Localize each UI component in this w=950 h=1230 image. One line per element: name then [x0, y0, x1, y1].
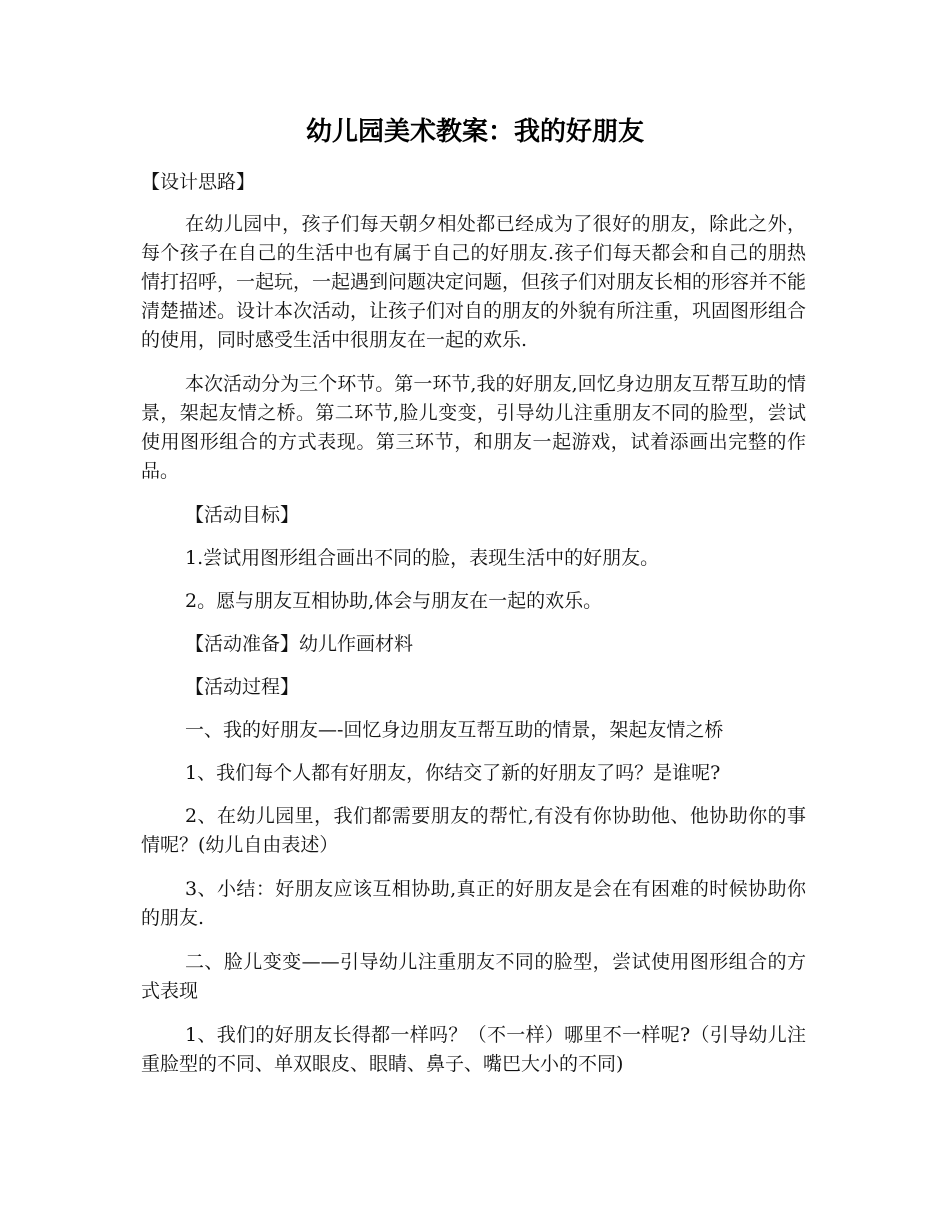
process-part-1-heading: 一、我的好朋友—-回忆身边朋友互帮互助的情景，架起友情之桥 — [185, 719, 724, 741]
process-step-1-2: 2、在幼儿园里，我们都需要朋友的帮忙,有没有你协助他、他协助你的事情呢？(幼儿自由表述） — [141, 805, 806, 856]
goal-item-1: 1.尝试用图形组合画出不同的脸，表现生活中的好朋友。 — [185, 547, 660, 569]
document-title: 幼儿园美术教案：我的好朋友 — [305, 117, 644, 147]
paragraph-design-idea: 在幼儿园中，孩子们每天朝夕相处都已经成为了很好的朋友，除此之外，每个孩子在自己的生活中也有属于自己的好朋友.孩子们每天都会和自己的朋热情打招呼，一起玩，一起遇到问题决定问题，但孩子们对朋友长相的形容并不能清楚描述。设计本次活动，让孩子们对自的朋友的外貌有所注重，巩固图形组合的使用，同时感受生活中很朋友在一起的欢乐. — [141, 213, 807, 351]
document-body — [141, 168, 806, 1094]
goal-item-2: 2。愿与朋友互相协助,体会与朋友在一起的欢乐。 — [185, 590, 603, 612]
section-heading-process: 【活动过程】 — [185, 676, 300, 698]
section-heading-design: 【设计思路】 — [141, 171, 256, 193]
paragraph-activity-overview: 本次活动分为三个环节。第一环节,我的好朋友,回忆身边朋友互帮互助的情景，架起友情之桥。第二环节,脸儿变变，引导幼儿注重朋友不同的脸型，尝试使用图形组合的方式表现。第三环节，和朋友一起游戏，试着添画出完整的作品。 — [141, 373, 806, 482]
process-step-1-1: 1、我们每个人都有好朋友，你结交了新的好朋友了吗？是谁呢? — [185, 762, 721, 784]
process-step-1-3: 3、小结：好朋友应该互相协助,真正的好朋友是会在有困难的时候协助你的朋友. — [141, 878, 806, 929]
section-heading-preparation: 【活动准备】幼儿作画材料 — [185, 633, 414, 655]
process-step-2-1: 1、我们的好朋友长得都一样吗？（不一样）哪里不一样呢?（引导幼儿注重脸型的不同、单双眼皮、眼睛、鼻子、嘴巴大小的不同) — [141, 1024, 806, 1075]
section-heading-goals: 【活动目标】 — [185, 504, 300, 526]
process-part-2-heading: 二、脸儿变变——引导幼儿注重朋友不同的脸型，尝试使用图形组合的方式表现 — [141, 951, 806, 1002]
